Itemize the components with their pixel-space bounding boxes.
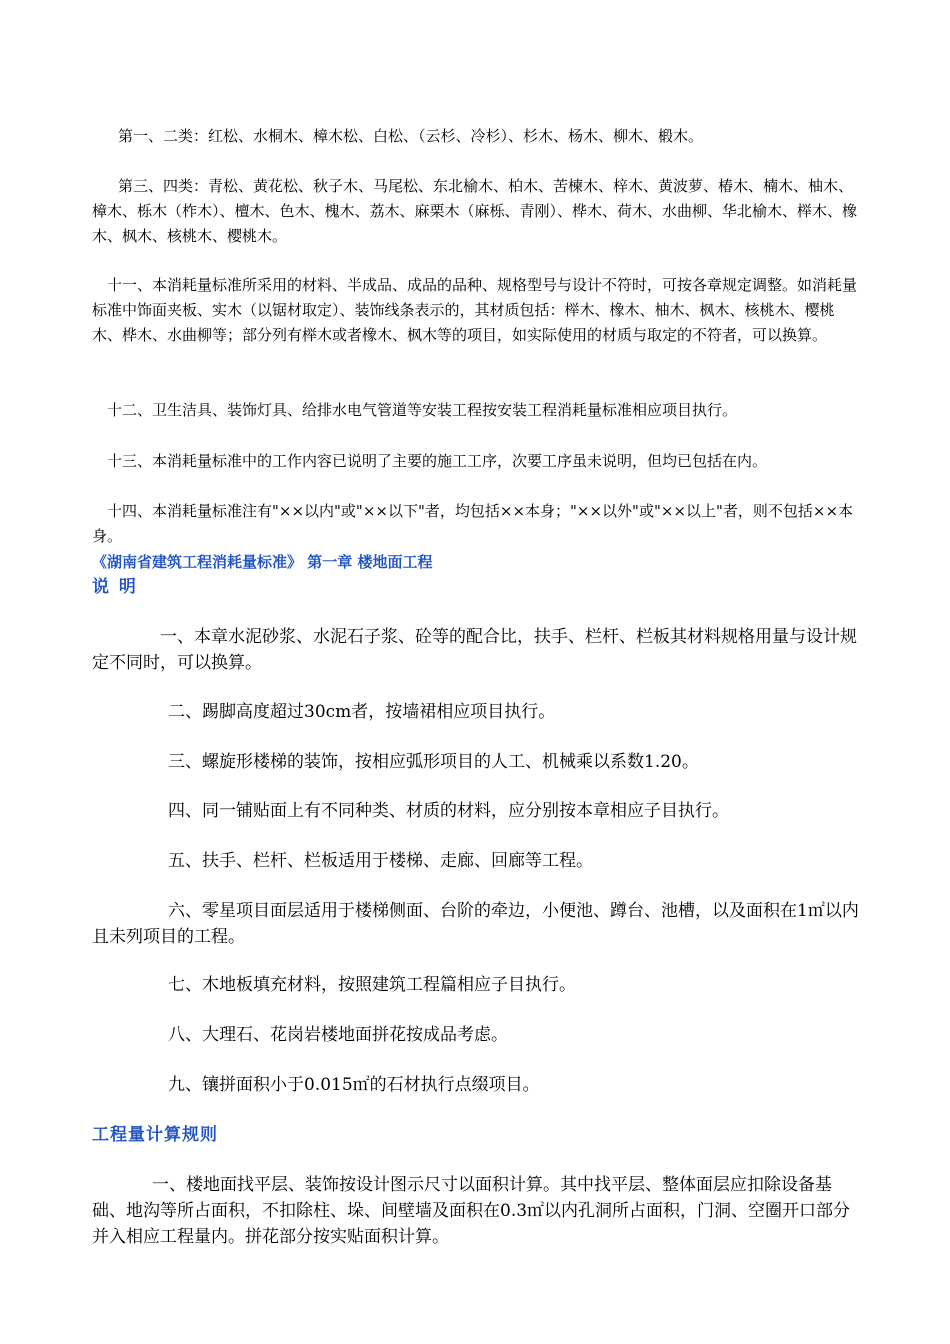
explanation-item: 三、螺旋形楼梯的装饰，按相应弧形项目的人工、机械乘以系数1.20。 [168, 752, 699, 772]
clause-13-paragraph: 十三、本消耗量标准中的工作内容已说明了主要的施工工序，次要工序虽未说明，但均已包括在内。 [107, 452, 768, 470]
wood-class-3-4-paragraph: 第三、四类：青松、黄花松、秋子木、马尾松、东北榆木、柏木、苦楝木、梓木、黄波萝、椿木、楠木、柚木、樟木、栎木（柞木）、檀木、色木、槐木、荔木、麻栗木（麻栎、青刚）、桦木、荷木、水曲柳、华北榆木、榉木、橡木、枫木、核桃木、樱桃木。 [92, 177, 858, 245]
explanation-item: 四、同一铺贴面上有不同种类、材质的材料，应分别按本章相应子目执行。 [168, 801, 729, 821]
explanation-item: 一、本章水泥砂浆、水泥石子浆、砼等的配合比，扶手、栏杆、栏板其材料规格用量与设计规定不同时，可以换算。 [92, 627, 857, 673]
clause-14-paragraph: 十四、本消耗量标准注有"××以内"或"××以下"者，均包括××本身；"××以外"或"××以上"者，则不包括××本身。 [92, 502, 854, 545]
explanation-item: 六、零星项目面层适用于楼梯侧面、台阶的牵边，小便池、蹲台、池槽，以及面积在1㎡以内且未列项目的工程。 [92, 901, 859, 947]
explanation-item: 五、扶手、栏杆、栏板适用于楼梯、走廊、回廊等工程。 [168, 851, 593, 871]
wood-class-1-2-paragraph: 第一、二类：红松、水桐木、樟木松、白松、（云杉、冷杉）、杉木、杨木、柳木、椴木。 [118, 127, 704, 145]
clause-12-paragraph: 十二、卫生洁具、装饰灯具、给排水电气管道等安装工程按安装工程消耗量标准相应项目执行。 [107, 401, 738, 419]
explanation-item: 八、大理石、花岗岩楼地面拼花按成品考虑。 [168, 1025, 508, 1045]
clause-11-paragraph: 十一、本消耗量标准所采用的材料、半成品、成品的品种、规格型号与设计不符时，可按各章规定调整。如消耗量标准中饰面夹板、实木（以锯材取定）、装饰线条表示的，其材质包括：榉木、橡木、柚木、枫木、核桃木、樱桃木、桦木、水曲柳等；部分列有榉木或者橡木、枫木等的项目，如实际使用的材质与取定的不符者，可以换算。 [92, 276, 858, 344]
calculation-rules-heading: 工程量计算规则 [92, 1125, 218, 1145]
explanation-item: 七、木地板填充材料，按照建筑工程篇相应子目执行。 [168, 975, 576, 995]
explanation-heading: 说 明 [92, 577, 138, 597]
explanation-item: 二、踢脚高度超过30cm者，按墙裙相应项目执行。 [168, 702, 556, 722]
calculation-rule-item: 一、楼地面找平层、装饰按设计图示尺寸以面积计算。其中找平层、整体面层应扣除设备基础、地沟等所占面积，不扣除柱、垛、间壁墙及面积在0.3㎡以内孔洞所占面积，门洞、空圈开口部分并入相应工程量内。拼花部分按实贴面积计算。 [92, 1175, 851, 1247]
chapter-heading: 《湖南省建筑工程消耗量标准》 第一章 楼地面工程 [92, 553, 433, 571]
explanation-item: 九、镶拼面积小于0.015㎡的石材执行点缀项目。 [168, 1075, 540, 1095]
